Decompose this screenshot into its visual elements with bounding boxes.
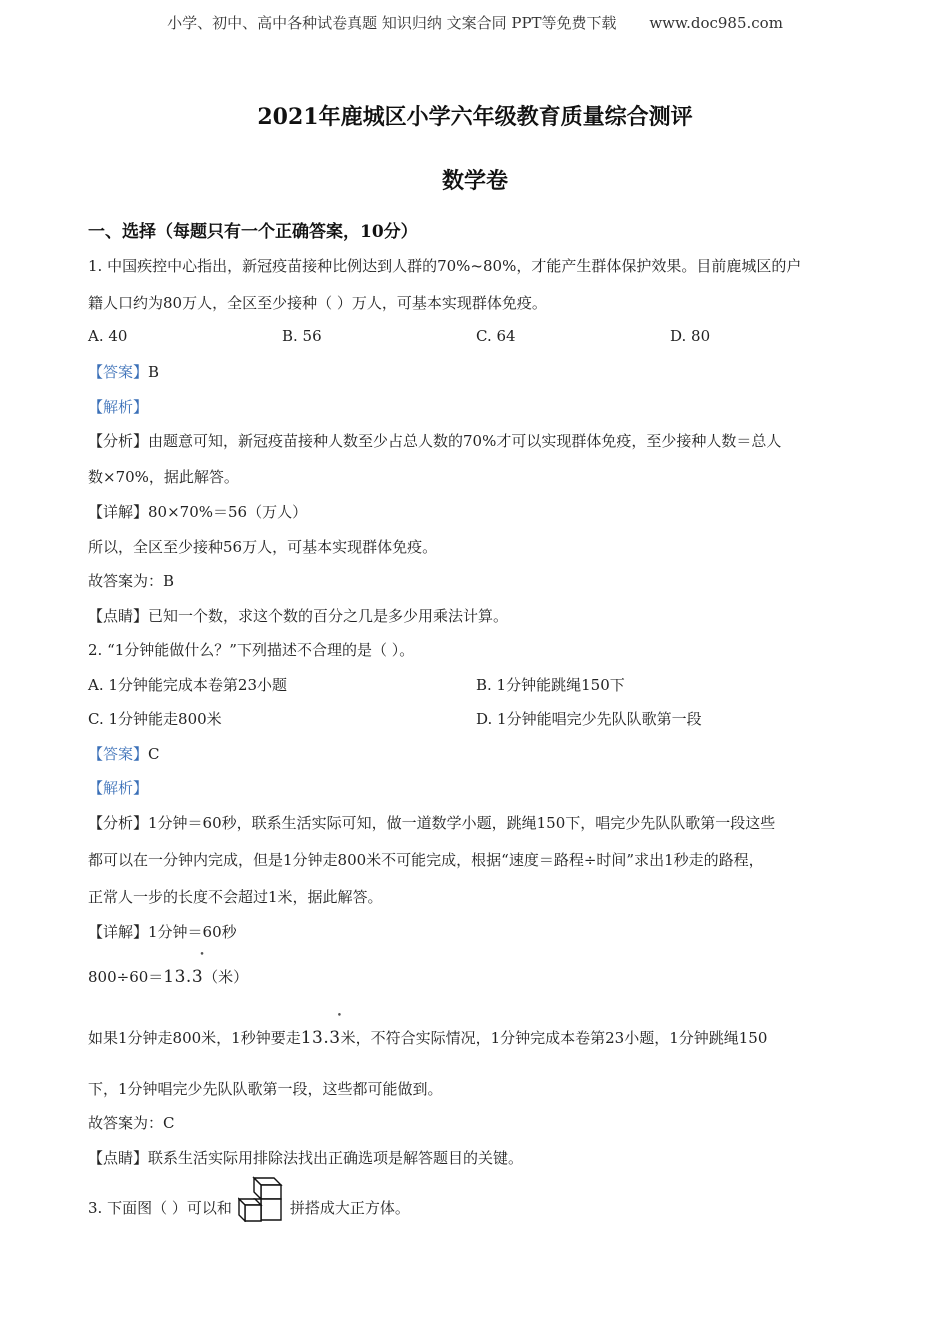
q2-answer-value: C [148, 745, 160, 763]
q2-inline-decimal: 13.3 • [300, 1011, 343, 1048]
exam-subtitle: 数学卷 [441, 168, 508, 194]
q1-answer-label: 【答案】 [88, 363, 149, 381]
q2-fenxi-line1: 【分析】1分钟＝60秒，联系生活实际可知，做一道数学小题，跳绳150下，唱完少先队队歌第一段这些 [88, 814, 776, 832]
q2-option-d: D. 1分钟能唱完少先队队歌第一段 [476, 710, 702, 728]
header-text: 小学、初中、高中各种试卷真题 知识归纳 文案合同 PPT等免费下载 [167, 14, 617, 32]
q1-stem-line2: 籍人口约为80万人，全区至少接种（ ）万人，可基本实现群体免疫。 [88, 294, 547, 312]
q1-option-c: C. 64 [476, 327, 516, 345]
q1-xiangjie: 【详解】80×70%＝56（万人） [88, 503, 308, 521]
q2-analysis-label: 【解析】 [88, 779, 149, 797]
q2-explanation-line1: 如果1分钟走800米，1秒钟要走13.3 • 米，不符合实际情况，1分钟完成本卷第23小题，1分钟跳绳150 [88, 1011, 768, 1048]
q2-calc-value: 13.3 • [163, 950, 206, 987]
exam-title: 2021年鹿城区小学六年级教育质量综合测评 [257, 104, 693, 130]
q1-fenxi-line1: 【分析】由题意可知，新冠疫苗接种人数至少占总人数的70%才可以实现群体免疫，至少接种人数＝总人 [88, 432, 782, 450]
q2-answer [88, 743, 160, 764]
q1-answer [88, 361, 159, 382]
q2-xiangjie: 【详解】1分钟＝60秒 [88, 923, 237, 941]
repeating-dot-icon: • [336, 1011, 343, 1021]
section-heading: 一、选择（每题只有一个正确答案，10分） [88, 222, 418, 242]
q2-fenxi-line2: 都可以在一分钟内完成，但是1分钟走800米不可能完成，根据“速度＝路程÷时间”求出1秒走的路程， [88, 851, 764, 869]
q1-explanation: 所以，全区至少接种56万人，可基本实现群体免疫。 [88, 538, 438, 556]
q1-conclusion: 故答案为：B [88, 572, 175, 590]
q1-fenxi-line2: 数×70%，据此解答。 [88, 468, 239, 486]
q1-stem-line1: 1. 中国疾控中心指出，新冠疫苗接种比例达到人群的70%~80%，才能产生群体保护效果。目前鹿城区的户 [88, 257, 802, 275]
q2-calc-line [88, 950, 249, 987]
q2-option-a: A. 1分钟能完成本卷第23小题 [88, 676, 288, 694]
cube-stack-icon [238, 1176, 284, 1242]
q1-option-d: D. 80 [670, 327, 711, 345]
q1-option-a: A. 40 [88, 327, 128, 345]
q2-calc-unit: （米） [203, 968, 249, 986]
q2-dianjing: 【点睛】联系生活实际用排除法找出正确选项是解答题目的关键。 [88, 1149, 524, 1167]
q2-answer-label: 【答案】 [88, 745, 149, 763]
q1-option-b: B. 56 [282, 327, 322, 345]
q2-explanation-line2: 下，1分钟唱完少先队队歌第一段，这些都可能做到。 [88, 1080, 443, 1098]
page-header [0, 12, 950, 33]
q3-stem: 3. 下面图（ ）可以和 拼搭成大正方体。 [88, 1176, 410, 1226]
q1-answer-value: B [148, 363, 160, 381]
repeating-dot-icon: • [199, 950, 206, 960]
q2-stem: 2. “1分钟能做什么？”下列描述不合理的是（ ）。 [88, 641, 415, 659]
q2-option-b: B. 1分钟能跳绳150下 [476, 676, 625, 694]
header-url[interactable]: www.doc985.com [649, 14, 783, 32]
q2-fenxi-line3: 正常人一步的长度不会超过1米，据此解答。 [88, 888, 383, 906]
q2-option-c: C. 1分钟能走800米 [88, 710, 222, 728]
q2-calc-left: 800÷60＝ [88, 968, 164, 986]
q2-conclusion: 故答案为：C [88, 1114, 175, 1132]
q1-dianjing: 【点睛】已知一个数，求这个数的百分之几是多少用乘法计算。 [88, 607, 509, 625]
q1-analysis-label: 【解析】 [88, 398, 149, 416]
